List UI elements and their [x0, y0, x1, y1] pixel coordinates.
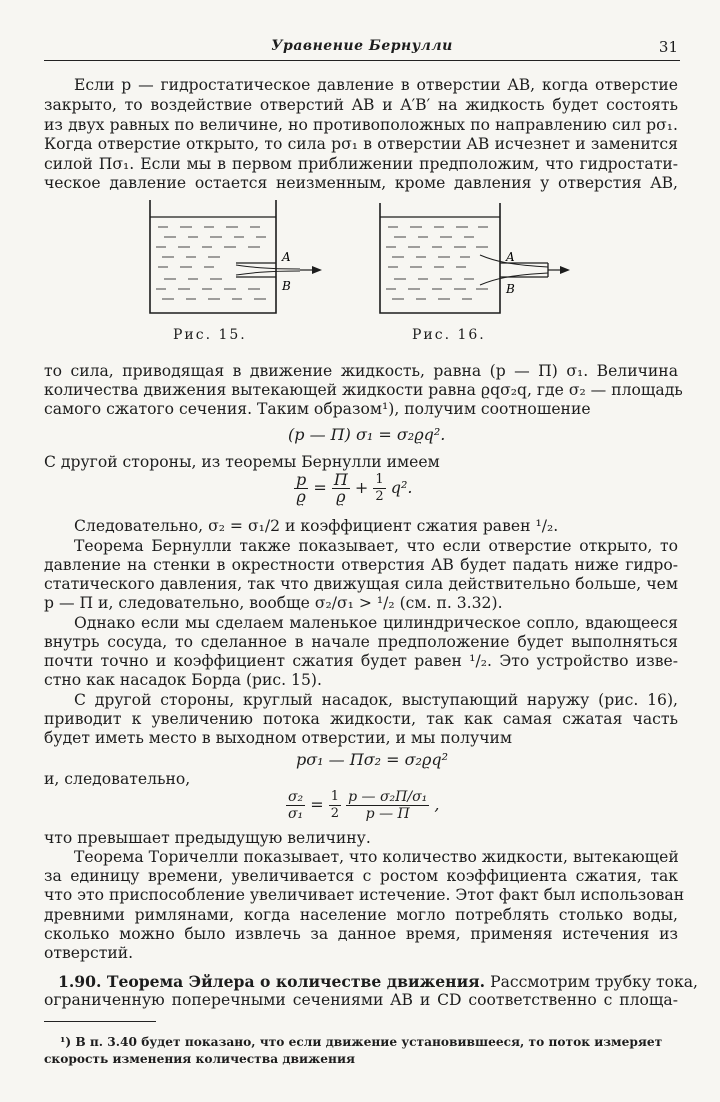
figure-15-caption: Рис. 15.	[173, 327, 247, 343]
fig16-label-b: B	[506, 282, 515, 296]
numerator: p — σ₂Π/σ₁	[348, 789, 428, 805]
equation-3: pσ₁ — Πσ₂ = σ₂ϱq²	[296, 750, 449, 769]
denominator: ϱ	[296, 487, 306, 506]
text-line: приводит к увеличению потока жидкости, так как самая сжатая часть	[44, 710, 678, 728]
denominator: 2	[330, 806, 340, 821]
plus-sign: +	[354, 478, 369, 497]
denominator: ϱ	[336, 487, 346, 506]
text-line: статического давления, так что движущая сила действительно больше, чем	[44, 575, 678, 593]
equation-tail: ,	[434, 795, 440, 814]
text-line: древними римлянами, когда население могло потреблять столько воды,	[44, 906, 678, 924]
denominator: 2	[375, 489, 384, 504]
section-text: Рассмотрим трубку тока,	[490, 973, 699, 991]
equation-4	[286, 789, 439, 822]
text-line: ческое давление остается неизменным, кроме давления у отверстия AB,	[44, 174, 678, 192]
text-line: силой Πσ₁. Если мы в первом приближении предположим, что гидростати-	[44, 155, 678, 173]
paragraph-4: Следовательно, σ₂ = σ₁/2 и коэффициент сжатия равен ¹/₂.	[74, 517, 559, 535]
numerator: 1	[375, 472, 384, 487]
section-first-line	[58, 972, 699, 993]
fraction	[329, 789, 341, 822]
text-line: С другой стороны, круглый насадок, выступающий наружу (рис. 16),	[74, 691, 678, 709]
fig15-label-a: A	[282, 250, 291, 264]
equation-2	[294, 472, 413, 505]
numerator: 1	[330, 789, 340, 804]
denominator: σ₁	[288, 806, 304, 822]
text-line: Теорема Бернулли также показывает, что если отверстие открыто, то	[74, 537, 678, 555]
text-line: за единицу времени, увеличивается с ростом коэффициента сжатия, так	[44, 867, 678, 885]
equation-1: (p — Π) σ₁ = σ₂ϱq².	[288, 425, 446, 444]
running-title: Уравнение Бернулли	[271, 38, 453, 54]
footnote-line: скорость изменения количества движения	[44, 1052, 356, 1066]
text-line: количества движения вытекающей жидкости равна ϱqσ₂q, где σ₂ — площадь	[44, 381, 683, 399]
text-line: почти точно и коэффициент сжатия будет равен ¹/₂. Это устройство изве-	[44, 652, 678, 670]
text-line: стно как насадок Борда (рис. 15).	[44, 671, 322, 689]
text-line: самого сжатого сечения. Таким образом¹), получим соотношение	[44, 400, 591, 418]
footnote-line: ¹) В п. 3.40 будет показано, что если движение установившееся, то поток измеряет	[60, 1035, 663, 1049]
text-line: отверстий.	[44, 944, 134, 962]
fraction	[346, 789, 429, 822]
numerator: p	[296, 470, 307, 489]
paragraph-9: что превышает предыдущую величину.	[44, 829, 371, 847]
text-line: закрыто, то воздействие отверстий AB и A′B′ на жидкость будет состоять	[44, 96, 678, 114]
figure-16-vessel-nozzle	[370, 195, 590, 325]
text-line: Если p — гидростатическое давление в отверстии AB, когда отверстие	[74, 76, 678, 94]
equation-tail: q².	[390, 478, 413, 497]
text-line: внутрь сосуда, то сделанное в начале предположение будет выполняться	[44, 633, 678, 651]
text-line: что это приспособление увеличивает истечение. Этот факт был использован	[44, 886, 685, 904]
paragraph-3: С другой стороны, из теоремы Бернулли имеем	[44, 453, 440, 471]
text-line: Однако если мы сделаем маленькое цилиндрическое сопло, вдающееся	[74, 614, 678, 632]
text-line: из двух равных по величине, но противоположных по направлению сил pσ₁.	[44, 116, 678, 134]
section-heading: 1.90. Теорема Эйлера о количестве движения.	[58, 972, 486, 991]
fraction	[373, 472, 385, 505]
running-header	[44, 36, 680, 61]
figure-16-caption: Рис. 16.	[412, 327, 486, 343]
footnote-rule	[44, 1021, 156, 1022]
page-number: 31	[658, 38, 678, 56]
text-line: Когда отверстие открыто, то сила pσ₁ в отверстии AB исчезнет и заменится	[44, 135, 678, 153]
text-line: будет иметь место в выходном отверстии, и мы получим	[44, 729, 513, 747]
fraction	[294, 472, 308, 505]
fig15-label-b: B	[282, 279, 291, 293]
denominator: p — Π	[365, 806, 410, 822]
text-line: сколько можно было извлечь за данное время, применяя истечения из	[44, 925, 678, 943]
text-line: p — Π и, следовательно, вообще σ₂/σ₁ > ¹/₂ (см. п. 3.32).	[44, 594, 503, 612]
fraction	[286, 789, 305, 822]
text-line: то сила, приводящая в движение жидкость, равна (p — Π) σ₁. Величина	[44, 362, 678, 380]
fraction	[332, 472, 350, 505]
fig16-label-a: A	[506, 250, 515, 264]
section-line: ограниченную поперечными сечениями AB и CD соответственно с площа-	[44, 991, 678, 1009]
text-line: давление на стенки в окрестности отверстия AB будет падать ниже гидро-	[44, 556, 678, 574]
equals-sign: =	[310, 795, 324, 814]
figure-15-vessel-borda	[140, 195, 340, 325]
numerator: σ₂	[288, 789, 304, 805]
numerator: Π	[333, 470, 348, 489]
paragraph-8: и, следовательно,	[44, 770, 191, 788]
text-line: Теорема Торичелли показывает, что количество жидкости, вытекающей	[74, 848, 679, 866]
equals-sign: =	[313, 478, 327, 497]
